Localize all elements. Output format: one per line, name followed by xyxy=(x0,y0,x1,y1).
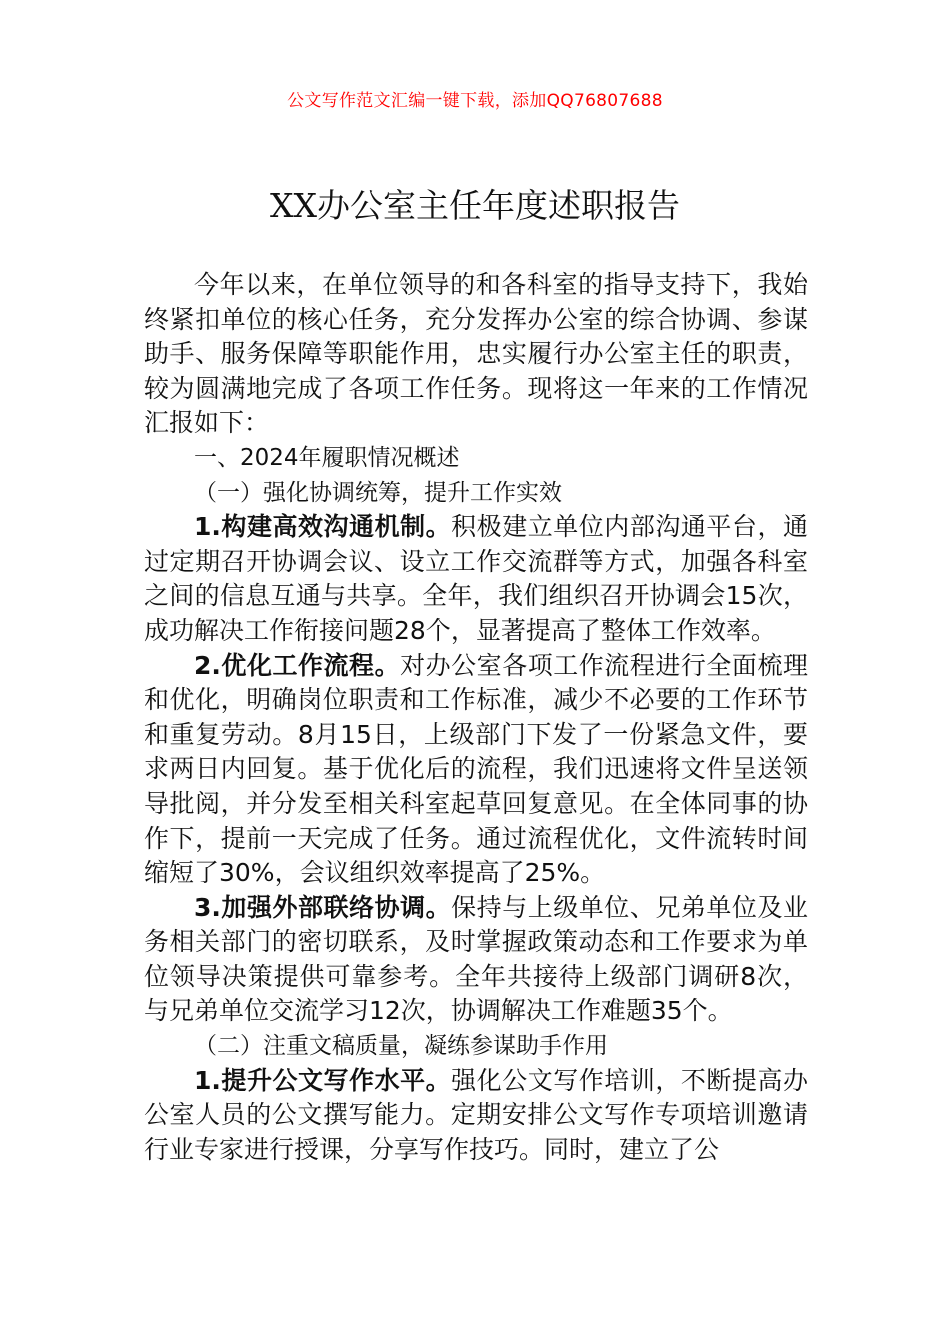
paragraph-text: 一、2024年履职情况概述 xyxy=(194,444,460,471)
paragraph-lead: 2.优化工作流程。 xyxy=(194,650,401,680)
paragraph-text: 今年以来，在单位领导的和各科室的指导支持下，我始终紧扣单位的核心任务，充分发挥办公室的综合协调、参谋助手、服务保障等职能作用，忠实履行办公室主任的职责，较为圆满地完成了各项工作任务。现将这一年来的工作情况汇报如下： xyxy=(144,270,808,438)
paragraph-text: 积极建立单位内部沟通平台，通过定期召开协调会议、设立工作交流群等方式，加强各科室之间的信息互通与共享。全年，我们组织召开协调会15次，成功解决工作衔接问题28个，显著提高了整体工作效率。 xyxy=(144,512,808,645)
body-paragraph xyxy=(144,510,808,648)
paragraph-text: （二）注重文稿质量，凝练参谋助手作用 xyxy=(194,1033,608,1060)
body-paragraph xyxy=(144,891,808,1029)
promo-banner[interactable]: 公文写作范文汇编一键下载，添加QQ76807688 xyxy=(287,91,663,111)
paragraph-lead: 1.构建高效沟通机制。 xyxy=(194,512,452,542)
document-title: XX办公室主任年度述职报告 xyxy=(270,186,680,225)
paragraph-lead: 3.加强外部联络协调。 xyxy=(194,892,452,922)
paragraph-text: 强化公文写作培训，不断提高办公室人员的公文撰写能力。定期安排公文写作专项培训邀请行业专家进行授课，分享写作技巧。同时，建立了公 xyxy=(144,1065,808,1164)
document-body xyxy=(144,268,808,1167)
paragraph-text: （一）强化协调统筹，提升工作实效 xyxy=(194,479,562,506)
section-heading xyxy=(144,441,808,476)
body-paragraph xyxy=(144,1064,808,1168)
intro-paragraph xyxy=(144,268,808,441)
paragraph-text: 保持与上级单位、兄弟单位及业务相关部门的密切联系，及时掌握政策动态和工作要求为单位领导决策提供可靠参考。全年共接待上级部门调研8次，与兄弟单位交流学习12次，协调解决工作难题35个。 xyxy=(144,892,808,1026)
paragraph-lead: 1.提升公文写作水平。 xyxy=(194,1065,452,1095)
subsection-heading xyxy=(144,1029,808,1064)
subsection-heading xyxy=(144,476,808,511)
body-paragraph xyxy=(144,649,808,891)
paragraph-text: 对办公室各项工作流程进行全面梳理和优化，明确岗位职责和工作标准，减少不必要的工作环节和重复劳动。8月15日，上级部门下发了一份紧急文件，要求两日内回复。基于优化后的流程，我们迅速将文件呈送领导批阅，并分发至相关科室起草回复意见。在全体同事的协作下，提前一天完成了任务。通过流程优化，文件流转时间缩短了30%，会议组织效率提高了25%。 xyxy=(144,650,808,888)
